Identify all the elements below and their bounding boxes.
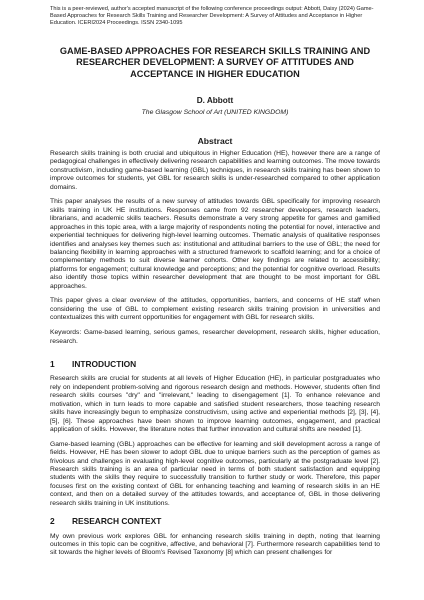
abstract-paragraph-1: Research skills training is both crucial and ubiquitous in Higher Education (HE), however there are a range of pedagogical challenges in effectively delivering research capabilities and learning outcomes. The move towards constructivism, including game-based learning (GBL) techniques, in research skills training has been shown to improve outcomes for students, yet GBL for research skills is under-researched compared to other application domains.: [50, 149, 380, 191]
abstract-paragraph-2: This paper analyses the results of a new survey of attitudes towards GBL specifically for improving research skills training in UK HE institutions. Responses came from 92 researcher developers, research leaders, librarians, and academic skills teachers. Results demonstrate a very strong appetite for games and gamified approaches in this topic area, with a large majority of respondents noting the potential for novel, interactive and experiential techniques for delivering high-level learning outcomes. Thematic analysis of qualitative responses identifies and analyses key themes such as: institutional and attitudinal barriers to the use of GBL; the need for balancing flexibility in learning approaches with a structured framework to scaffold learning; and for a choice of complementary methods to suit diverse learner cohorts. Other key findings are related to accessibility; platforms for engagement; cultural knowledge and perceptions; and the potential for cognitive overload. Results also identify those topics within researcher development that are thought to be most important for GBL approaches.: [50, 198, 380, 290]
section-title: RESEARCH CONTEXT: [72, 516, 162, 527]
section-heading-research-context: [50, 516, 380, 526]
citation-header: This is a peer-reviewed, author's accepted manuscript of the following conference proceedings output: Abbott, Daisy (2024) Game-Based Approaches for Research Skills Training and Researcher Development: A Survey of Attitudes and Acceptance in Higher Education. ICERI2024 Proceedings. ISSN 2340-1095: [50, 6, 374, 26]
abstract-paragraph-3: This paper gives a clear overview of the attitudes, opportunities, barriers, and concerns of HE staff when considering the use of GBL to complement existing research skills training provision in universities and contextualizes this with current opportunities for engagement with GBL for research skills.: [50, 297, 380, 322]
introduction-paragraph-1: Research skills are crucial for students at all levels of Higher Education (HE), in particular postgraduates who rely on independent problem-solving and rigorous research design and methods. However, students often find research skills courses "dry" and "irrelevant," leading to disengagement [1]. To enhance relevance and motivation, which in turn leads to more capable and satisfied student researchers, those teaching research skills have increasingly begun to emphasize constructivism, using active and experiential methods [2], [3], [4], [5], [6]. These approaches have been shown to improve learning outcomes, engagement, and practical application of skills. However, the literature notes that further innovation and cultural shifts are needed [1].: [50, 375, 380, 433]
keywords: Keywords: Game-based learning, serious games, researcher development, research skills, higher education, research.: [50, 329, 380, 345]
section-number: 2: [50, 516, 55, 527]
introduction-paragraph-2: Game-based learning (GBL) approaches can be effective for learning and skill development across a range of fields. However, HE has been slower to adopt GBL due to unique barriers such as the perception of games as frivolous and challenges in evaluating high-level cognitive outcomes, particularly at the postgraduate level [2]. Research skills training is an area of particular need in terms of both student satisfaction and equipping students with the skills they require to successfully transition to further study or work. Therefore, this paper focuses first on the existing context of GBL for enhancing teaching and learning of research skills in an HE context, and then on a detailed survey of the attitudes towards, and acceptance of, GBL in those delivering research skills training in UK institutions.: [50, 440, 380, 507]
abstract-heading: Abstract: [197, 135, 233, 146]
section-number: 1: [50, 358, 55, 369]
paper-title: GAME-BASED APPROACHES FOR RESEARCH SKILLS TRAINING AND RESEARCHER DEVELOPMENT: A SURVEY OF ATTITUDES AND ACCEPTANCE IN HIGHER EDUCATION: [59, 45, 371, 79]
author-affiliation: The Glasgow School of Art (UNITED KINGDOM): [141, 108, 289, 116]
section-title: INTRODUCTION: [72, 358, 137, 369]
section-heading-introduction: [50, 359, 380, 369]
author-name: D. Abbott: [196, 95, 234, 105]
research-context-paragraph-1: My own previous work explores GBL for enhancing research skills training in depth, noting that learning outcomes in this topic can be cognitive, affective, and behavioral [7]. Furthermore research capabilities tend to sit towards the higher levels of Bloom's Revised Taxonomy [8] which can present challenges for: [50, 532, 380, 557]
